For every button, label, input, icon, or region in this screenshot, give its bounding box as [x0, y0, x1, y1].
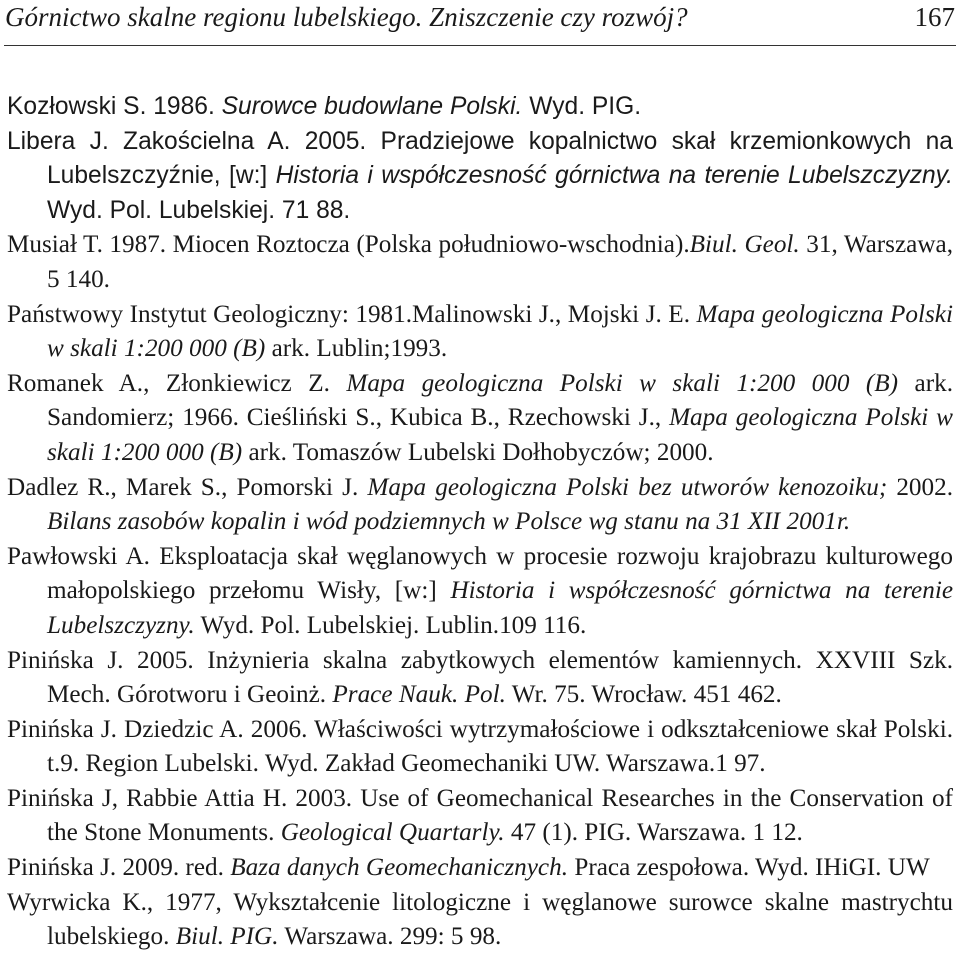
header-divider: [4, 45, 956, 46]
reference-italic-text: Geological Quartarly.: [280, 819, 505, 847]
reference-text: Praca zespołowa. Wyd. IHiGI. UW: [568, 854, 930, 882]
reference-text: Pinińska J, Rabbie Attia H. 2003. Use of Geomechanical Researches in the Conservation of the Stone Monuments.: [7, 784, 953, 847]
reference-entry: [7, 644, 953, 713]
reference-text: Dadlez R., Marek S., Pomorski J.: [7, 473, 368, 501]
reference-entry: [7, 367, 953, 471]
running-header: [5, 0, 955, 40]
reference-entry: [7, 713, 953, 782]
reference-text: Pinińska J. Dziedzic A. 2006. Właściwości wytrzymałościowe i odkształceniowe skał Polski. t.9. Region Lubelski. Wyd. Zakład Geomechaniki UW. Warszawa.1 97.: [7, 715, 953, 778]
reference-text: Pawłowski A. Eksploatacja skał węglanowych w procesie rozwoju krajobrazu kulturowego małopolskiego przełomu Wisły, [w:]: [7, 542, 953, 605]
reference-text: Pinińska J. 2009. red.: [7, 854, 231, 882]
reference-italic-text: Bilans zasobów kopalin i wód podziemnych w Polsce wg stanu na 31 XII 2001r.: [47, 508, 851, 536]
reference-entry: [7, 886, 953, 955]
reference-text: Wyd. PIG.: [522, 93, 642, 120]
reference-text: Kozłowski S. 1986.: [7, 93, 222, 120]
reference-list: [7, 90, 953, 955]
reference-entry: [7, 125, 953, 229]
reference-italic-text: Surowce budowlane Polski.: [221, 93, 523, 120]
reference-italic-text: Mapa geologiczna Polski w skali 1:200 000 (B): [346, 369, 899, 397]
reference-italic-text: Mapa geologiczna Polski bez utworów kenozoiku;: [367, 473, 888, 501]
reference-italic-text: Biul. Geol.: [689, 231, 800, 259]
reference-entry: [7, 851, 953, 886]
reference-text: ark. Sandomierz; 1966. Cieśliński S., Kubica B., Rzechowski J.,: [47, 369, 953, 432]
reference-text: Musiał T. 1987. Miocen Roztocza (Polska południowo-wschodnia).: [7, 231, 690, 259]
running-title: Górnictwo skalne regionu lubelskiego. Zniszczenie czy rozwój?: [5, 2, 688, 32]
reference-text: Warszawa. 299: 5 98.: [278, 923, 502, 951]
reference-text: Państwowy Instytut Geologiczny: 1981.Malinowski J., Mojski J. E.: [7, 300, 697, 328]
reference-italic-text: Historia i współczesność górnictwa na terenie Lubelszczyzny.: [47, 577, 954, 639]
reference-italic-text: Mapa geologiczna Polski w skali 1:200 000 (B): [47, 300, 953, 363]
reference-entry: [7, 298, 953, 367]
reference-entry: [7, 782, 953, 851]
reference-text: 47 (1). PIG. Warszawa. 1 12.: [504, 819, 803, 847]
reference-italic-text: Prace Nauk. Pol.: [332, 681, 506, 709]
reference-italic-text: Baza danych Geomechanicznych.: [230, 854, 569, 882]
reference-italic-text: Biul. PIG.: [175, 923, 279, 951]
reference-entry: [7, 228, 953, 297]
page-number: 167: [914, 2, 955, 32]
reference-entry: [7, 90, 953, 125]
reference-text: 2002.: [887, 473, 953, 501]
reference-text: ark. Lublin;1993.: [265, 335, 448, 363]
reference-text: Romanek A., Złonkiewicz Z.: [7, 369, 347, 397]
reference-entry: [7, 540, 953, 644]
reference-text: Libera J. Zakościelna A. 2005. Pradziejowe kopalnictwo skał krzemionkowych na Lubelszczyźnie, [w:]: [7, 127, 953, 190]
reference-italic-text: Mapa geologiczna Polski w skali 1:200 000 (B): [47, 404, 953, 466]
reference-text: Wr. 75. Wrocław. 451 462.: [505, 681, 782, 709]
reference-text: Pinińska J. 2005. Inżynieria skalna zabytkowych elementów kamiennych. XXVIII Szk. Mech. Górotworu i Geoinż.: [7, 646, 953, 709]
reference-text: 31, Warszawa, 5 140.: [47, 231, 953, 293]
reference-italic-text: Historia i współczesność górnictwa na terenie Lubelszczyzny.: [275, 162, 953, 190]
reference-text: Wyd. Pol. Lubelskiej. 71 88.: [47, 196, 351, 224]
reference-text: Wyd. Pol. Lubelskiej. Lublin.109 116.: [194, 611, 587, 639]
reference-entry: [7, 471, 953, 540]
reference-text: ark. Tomaszów Lubelski Dołhobyczów; 2000.: [242, 438, 714, 466]
reference-text: Wyrwicka K., 1977, Wykształcenie litologiczne i węglanowe surowce skalne mastrychtu lubelskiego.: [7, 888, 953, 951]
